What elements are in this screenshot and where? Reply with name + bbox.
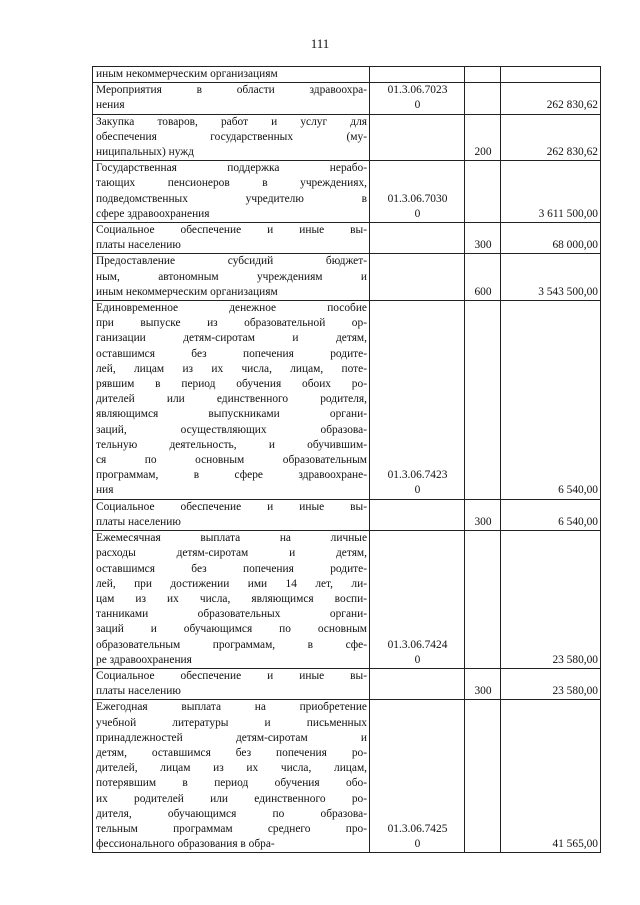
expense-name-line: сфере здравоохранения [96,207,210,220]
expense-name-line: заций и обучающимся по основным [96,623,367,636]
expense-name-line: подведомственных учредителю в [96,192,367,205]
table-row [93,668,601,699]
target-article-code-cell [370,301,465,500]
expense-name-line: дителей или единственного родителя, [96,393,367,406]
target-article-code-cell [370,700,465,853]
expense-type-cell: 600 [465,254,501,301]
amount-cell [501,67,601,83]
target-article-code-line: 01.3.06.7023 [387,84,448,97]
expense-name-line: образовательным программам, в сфе- [96,638,367,651]
expense-name-cell [93,668,370,699]
expense-name-line: Ежемесячная выплата на личные [96,532,367,545]
expense-name-line: дителя, обучающимся по образова- [96,807,367,820]
expense-type-cell: 200 [465,114,501,161]
expense-name-line: рявшим в период обучения обоих ро- [96,378,367,391]
table-row [93,531,601,669]
table-row [93,223,601,254]
expense-name-cell [93,83,370,114]
expense-name-line: ганизации детям-сиротам и детям, [96,332,367,345]
expense-name-line: принадлежностей детям-сиротам и [96,731,367,744]
target-article-code-line: 0 [414,653,421,666]
expense-name-cell [93,114,370,161]
table-row [93,700,601,853]
target-article-code-cell [370,161,465,223]
expense-name-line: учебной литературы и письменных [96,716,367,729]
expense-name-line: тельную деятельность, и обучившим- [96,438,367,451]
target-article-code-line: 0 [414,484,421,497]
expense-type-cell [465,301,501,500]
expense-type-cell [465,700,501,853]
expense-type-cell: 300 [465,499,501,530]
expense-name-line: цам из их числа, являющимся воспи- [96,592,367,605]
expense-name-line: иным некоммерческим организациям [96,68,278,80]
expense-name-line: лей, лицам из их числа, лицам, поте- [96,362,367,375]
amount-cell: 41 565,00 [501,700,601,853]
amount-cell: 23 580,00 [501,668,601,699]
table-row [93,83,601,114]
target-article-code-cell [370,67,465,83]
target-article-code-line: 0 [414,99,421,112]
expense-name-cell [93,67,370,83]
expense-name-cell [93,301,370,500]
expense-type-cell [465,83,501,114]
expense-type-cell: 300 [465,668,501,699]
target-article-code-cell [370,223,465,254]
target-article-code-line: 01.3.06.7030 [387,192,448,205]
expense-name-line: платы населению [96,515,181,528]
expense-name-cell [93,700,370,853]
expense-name-line: ным, автономным учреждениям и [96,270,367,283]
expense-name-line: Социальное обеспечение и иные вы- [96,224,367,237]
expense-name-cell [93,254,370,301]
table-row [93,161,601,223]
target-article-code-cell [370,254,465,301]
expense-name-line: расходы детям-сиротам и детям, [96,547,367,560]
expense-name-line: танниками образовательных органи- [96,608,367,621]
expense-name-line: их родителей или единственного ро- [96,792,367,805]
target-article-code-line: 01.3.06.7425 [387,822,448,835]
expense-name-line: Предоставление субсидий бюджет- [96,255,367,268]
target-article-code-cell [370,668,465,699]
target-article-code-cell [370,114,465,161]
amount-cell: 68 000,00 [501,223,601,254]
expense-name-line: детям, оставшимся без попечения ро- [96,746,367,759]
expense-name-line: Ежегодная выплата на приобретение [96,701,367,714]
amount-cell: 3 543 500,00 [501,254,601,301]
expense-name-line: Государственная поддержка нерабо- [96,162,367,175]
expense-name-line: лей, при достижении ими 14 лет, ли- [96,577,367,590]
expense-name-cell [93,223,370,254]
expense-name-line: фессионального образования в обра- [96,838,275,851]
expense-name-line: иным некоммерческим организациям [96,285,278,298]
target-article-code-cell [370,83,465,114]
page-number: 111 [310,36,330,51]
expense-name-line: обеспечения государственных (му- [96,130,367,143]
expense-name-line: дителей, лицам из их числа, лицам, [96,762,367,775]
budget-table-body [93,67,601,853]
target-article-code-line: 0 [414,207,421,220]
expense-name-line: платы населению [96,239,181,252]
expense-name-cell [93,531,370,669]
target-article-code-cell [370,499,465,530]
target-article-code-line: 0 [414,838,421,851]
expense-type-cell [465,531,501,669]
amount-cell: 262 830,62 [501,83,601,114]
expense-name-line: Социальное обеспечение и иные вы- [96,500,367,513]
table-row [93,114,601,161]
expense-name-line: нения [96,99,125,112]
amount-cell: 6 540,00 [501,301,601,500]
expense-name-line: являющимся выпускниками органи- [96,408,367,421]
expense-name-line: при выпуске из образовательной ор- [96,317,367,330]
expense-name-line: платы населению [96,685,181,698]
table-row [93,301,601,500]
expense-name-cell [93,161,370,223]
expense-name-line: Мероприятия в области здравоохра- [96,84,367,97]
expense-name-line: потерявшим в период обучения обо- [96,777,367,790]
expense-name-line: Социальное обеспечение и иные вы- [96,669,367,682]
target-article-code-line: 01.3.06.7424 [387,638,448,651]
table-row [93,67,601,83]
expense-name-line: ниципальных) нужд [96,146,194,159]
expense-name-line: заций, осуществляющих образова- [96,423,367,436]
expense-name-line: тельным программам среднего про- [96,822,367,835]
amount-cell: 23 580,00 [501,531,601,669]
expense-type-cell [465,161,501,223]
expense-type-cell: 300 [465,223,501,254]
target-article-code-cell [370,531,465,669]
amount-cell: 3 611 500,00 [501,161,601,223]
expense-name-line: тающих пенсионеров в учреждениях, [96,177,367,190]
expense-name-line: Единовременное денежное пособие [96,302,367,315]
table-row [93,254,601,301]
expense-name-line: Закупка товаров, работ и услуг для [96,115,367,128]
expense-name-cell [93,499,370,530]
expense-name-line: ся по основным образовательным [96,454,367,467]
amount-cell: 262 830,62 [501,114,601,161]
amount-cell: 6 540,00 [501,499,601,530]
expense-type-cell [465,67,501,83]
expense-name-line: ре здравоохранения [96,653,192,666]
budget-table [92,66,601,853]
expense-name-line: ния [96,484,114,497]
target-article-code-line: 01.3.06.7423 [387,469,448,482]
table-row [93,499,601,530]
expense-name-line: оставшимся без попечения родите- [96,347,367,360]
expense-name-line: оставшимся без попечения родите- [96,562,367,575]
expense-name-line: программам, в сфере здравоохране- [96,469,367,482]
